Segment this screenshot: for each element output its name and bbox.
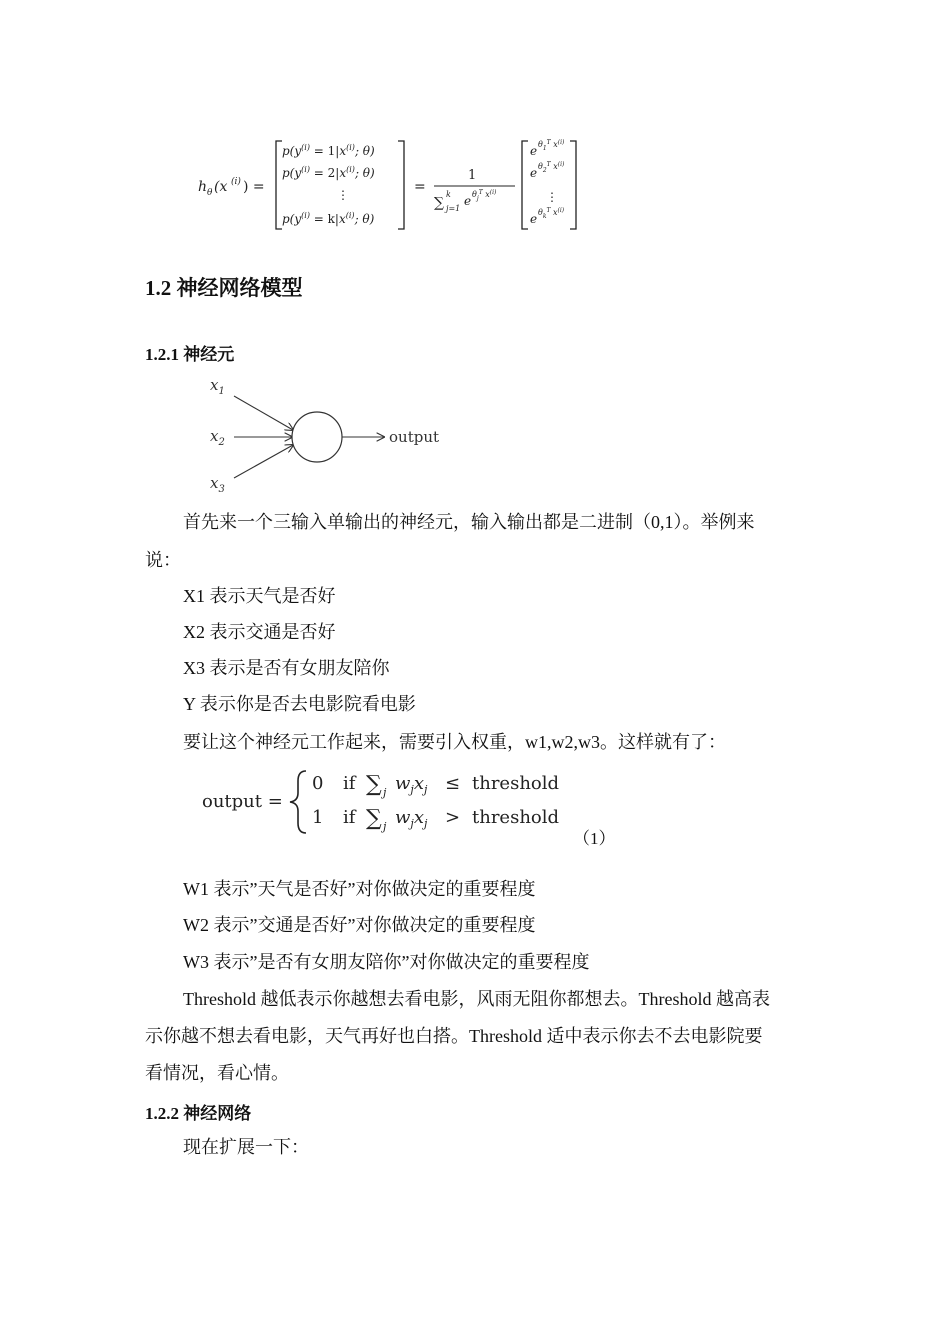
svg-text:>: > (445, 807, 461, 828)
svg-text:) =: ) = (243, 179, 265, 195)
svg-text:∑: ∑ (434, 195, 444, 211)
svg-text:e: e (530, 212, 538, 226)
svg-text:(x: (x (214, 179, 228, 195)
list-item: X3 表示是否有女朋友陪你 (183, 658, 390, 678)
svg-text:θ1T x(i): $\theta_1^T$ $x^{(i)}$ (538, 139, 565, 152)
svg-text:p(y(i) = k|x(i); θ): $p(y^{(i)} = k|x^{(i)}$; θ) (282, 211, 375, 226)
input-label-x2: $x_2$ (210, 427, 225, 448)
softmax-formula (190, 135, 590, 235)
svg-text:θkT x(i): $\theta_k^T$ $x^{(i)}$ (538, 207, 565, 220)
neuron-diagram (200, 372, 460, 498)
section-title: 1.2 神经网络模型 (145, 276, 303, 300)
weight-description: W3 表示”是否有女朋友陪你”对你做决定的重要程度 (183, 952, 590, 972)
svg-text:j=1: j=1 (446, 204, 461, 213)
svg-text:wjxj: $w_jx_j$ (395, 807, 428, 830)
svg-text:if: if (343, 773, 356, 794)
svg-text:⋮: ⋮ (546, 190, 558, 204)
case1-value: 0 (312, 773, 324, 794)
threshold-paragraph-line: 示你越不想去看电影，天气再好也白搭。Threshold 适中表示你去不去电影院要 (145, 1026, 763, 1046)
svg-text:θjT x(i): $\theta_j^T$ $x^{(i)}$ (472, 189, 497, 202)
expand-paragraph: 现在扩展一下： (183, 1137, 309, 1157)
output-formula (200, 765, 580, 839)
svg-text:threshold: threshold (472, 773, 560, 794)
svg-text:e: e (530, 144, 538, 158)
intro-paragraph-line1: 首先来一个三输入单输出的神经元，输入输出都是二进制（0,1）。举例来 (183, 512, 755, 532)
input-label-x1: $x_1$ (210, 376, 225, 397)
subsection-title-neuron: 1.2.1 神经元 (145, 345, 235, 364)
list-item: X1 表示天气是否好 (183, 586, 336, 606)
svg-text:≤: ≤ (445, 773, 461, 794)
output-label: output (389, 428, 440, 446)
input-arrow-x1 (234, 396, 293, 430)
equation-number: （1） (573, 829, 616, 848)
svg-text:p(y(i) = 1|x(i); θ): $p(y^{(i)} = 1|x^{(i)}$; θ) (282, 143, 375, 158)
svg-text:threshold: threshold (472, 807, 560, 828)
svg-text:⋮: ⋮ (337, 188, 349, 202)
list-item: Y 表示你是否去电影院看电影 (183, 694, 416, 714)
subsection-title-network: 1.2.2 神经网络 (145, 1104, 252, 1123)
list-item: X2 表示交通是否好 (183, 622, 336, 642)
svg-text:k: k (446, 190, 451, 199)
neuron-node (292, 412, 342, 462)
svg-text:e: e (464, 194, 472, 208)
svg-text:1: 1 (468, 168, 477, 183)
svg-text:wjxj: $w_jx_j$ (395, 773, 428, 796)
svg-text:θ2T x(i): $\theta_2^T$ $x^{(i)}$ (538, 161, 565, 174)
input-label-x3: $x_3$ (210, 474, 225, 495)
threshold-paragraph-line: 看情况，看心情。 (145, 1063, 289, 1083)
formula-lhs: output = (202, 791, 283, 812)
case2-value: 1 (312, 807, 324, 828)
threshold-paragraph-line: Threshold 越低表示你越想去看电影，风雨无阻你都想去。Threshold 越高表 (183, 989, 770, 1009)
svg-text:p(y(i) = 2|x(i); θ): $p(y^{(i)} = 2|x^{(i)}$; θ) (282, 165, 375, 180)
svg-text:j: j (383, 786, 387, 799)
svg-text:h: h (198, 179, 208, 195)
svg-text:=: = (414, 179, 426, 195)
svg-text:e: e (530, 166, 538, 180)
svg-text:∑: ∑ (366, 806, 382, 831)
input-arrow-x3 (234, 445, 293, 478)
svg-text:∑: ∑ (366, 772, 382, 797)
svg-text:θ: θ (207, 188, 213, 198)
svg-text:j: j (383, 820, 387, 833)
svg-text:if: if (343, 807, 356, 828)
svg-text:(i): (i) (231, 177, 241, 187)
weights-paragraph: 要让这个神经元工作起来，需要引入权重，w1,w2,w3。这样就有了： (183, 732, 726, 752)
weight-description: W2 表示”交通是否好”对你做决定的重要程度 (183, 915, 536, 935)
intro-paragraph-line2: 说： (145, 550, 181, 570)
weight-description: W1 表示”天气是否好”对你做决定的重要程度 (183, 879, 536, 899)
